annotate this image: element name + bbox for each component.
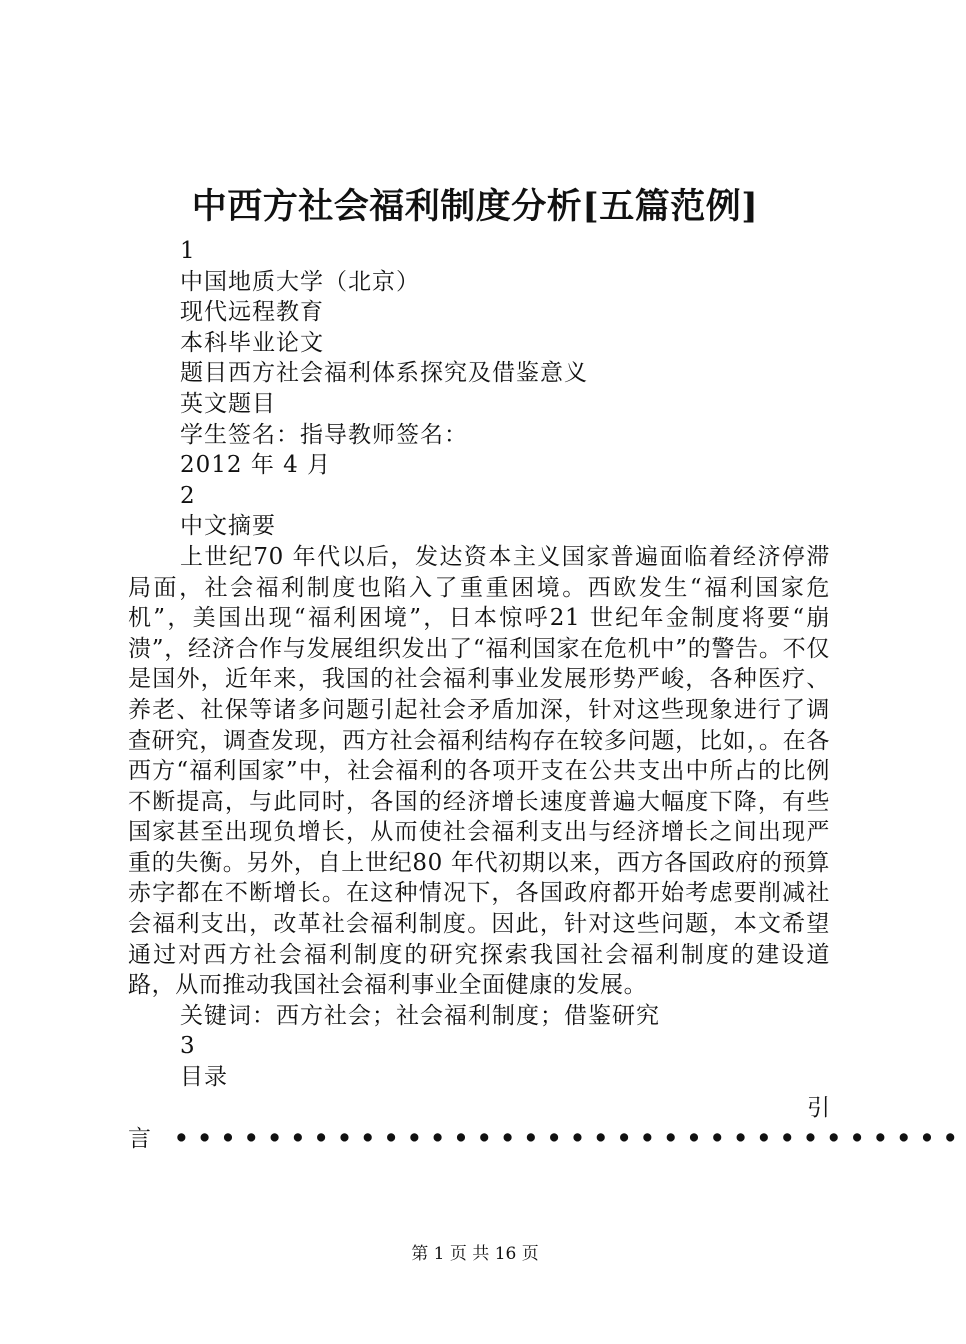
page-number-2: 2 [180, 482, 196, 509]
toc-entry-char-2: 言 [128, 1125, 151, 1152]
thesis-type: 本科毕业论文 [180, 329, 324, 356]
toc-entry-introduction [128, 1093, 966, 1155]
page-number-3: 3 [180, 1033, 196, 1060]
university-name: 中国地质大学（北京） [180, 268, 420, 295]
education-program: 现代远程教育 [180, 299, 324, 326]
page-number-1: 1 [180, 238, 196, 264]
thesis-topic: 题目西方社会福利体系探究及借鉴意义 [180, 360, 588, 387]
page-footer: 第 1 页 共 16 页 [411, 1244, 539, 1264]
document-body [128, 236, 966, 1155]
toc-leader-dots: •••••••••••••••••••••••••••••••••• [174, 1124, 966, 1152]
abstract-paragraph: 上世纪70 年代以后，发达资本主义国家普遍面临着经济停滞局面，社会福利制度也陷入了重重困境。西欧发生“福利国家危机”，美国出现“福利困境”，日本惊呼21 世纪年金制度将要“崩溃”，经济合作与发展组织发出了“福利国家在危机中”的警告。不仅是国外，近年来，我国的社会福利事业发展形势严峻，各种医疗、养老、社保等诸多问题引起社会矛盾加深，针对这些现象进行了调查研究，调查发现，西方社会福利结构存在较多问题，比如，。在各西方“福利国家”中，社会福利的各项开支在公共支出中所占的比例不断提高，与此同时，各国的经济增长速度普遍大幅度下降，有些国家甚至出现负增长，从而使社会福利支出与经济增长之间出现严重的失衡。另外，自上世纪80 年代初期以来，西方各国政府的预算赤字都在不断增长。在这种情况下，各国政府都开始考虑要削减社会福利支出，改革社会福利制度。因此，针对这些问题，本文希望通过对西方社会福利制度的研究探索我国社会福利制度的建设道路，从而推动我国社会福利事业全面健康的发展。 [128, 543, 830, 999]
document-title: 中西方社会福利制度分析[五篇范例] [191, 186, 759, 227]
abstract-heading: 中文摘要 [180, 513, 276, 540]
english-title-label: 英文题目 [180, 390, 276, 417]
keywords-line: 关键词：西方社会；社会福利制度；借鉴研究 [180, 1002, 660, 1029]
toc-heading: 目录 [180, 1064, 228, 1091]
thesis-date: 2012 年 4 月 [180, 452, 332, 479]
toc-entry-char-1: 引 [807, 1094, 830, 1121]
signature-line: 学生签名：指导教师签名： [180, 421, 468, 448]
